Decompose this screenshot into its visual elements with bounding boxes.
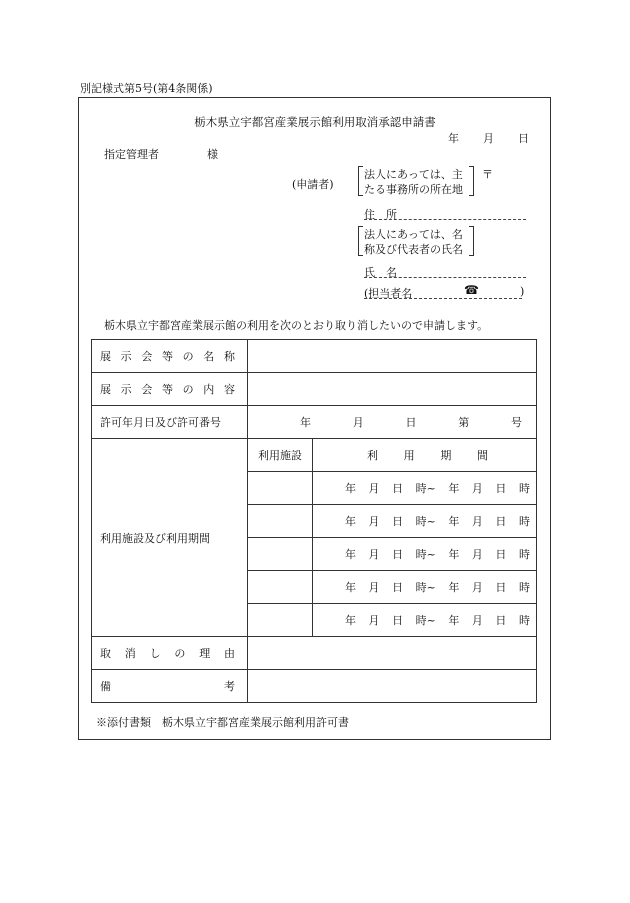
name-note-line1: 法人にあっては、名 [364, 228, 463, 241]
facility-field[interactable] [248, 538, 313, 571]
contact-field[interactable] [364, 298, 522, 299]
remarks-field[interactable] [248, 670, 537, 703]
phone-icon: ☎ [464, 283, 479, 297]
period-header: 利 用 期 間 [313, 439, 537, 472]
facility-header-row [92, 439, 537, 472]
contact-close: ) [520, 285, 525, 298]
address-field[interactable] [364, 219, 526, 220]
name-note-bracket-right [469, 226, 474, 256]
cancel-reason-row [92, 637, 537, 670]
form-title: 栃木県立宇都宮産業展示館利用取消承認申請書 [194, 115, 436, 129]
addressee-name: 指定管理者 [104, 148, 159, 161]
period-field[interactable]: 年 月 日 時~ 年 月 日 時 [313, 571, 537, 604]
address-note-line2: たる事務所の所在地 [364, 183, 463, 196]
postal-mark: 〒 [482, 168, 493, 181]
contact-label: (担当者名 [364, 287, 413, 300]
facility-field[interactable] [248, 472, 313, 505]
period-field[interactable]: 年 月 日 時~ 年 月 日 時 [313, 604, 537, 637]
date-day: 日 [518, 132, 529, 145]
facility-header: 利用施設 [248, 439, 313, 472]
facility-field[interactable] [248, 505, 313, 538]
period-field[interactable]: 年 月 日 時~ 年 月 日 時 [313, 472, 537, 505]
exhibition-content-field[interactable] [248, 373, 537, 406]
cancel-reason-label: 取 消 し の 理 由 [92, 637, 248, 670]
address-note-line1: 法人にあっては、主 [364, 168, 463, 181]
cancel-reason-field[interactable] [248, 637, 537, 670]
date-month: 月 [483, 132, 494, 145]
exhibition-name-label: 展 示 会 等 の 名 称 [92, 340, 248, 373]
remarks-label: 備 考 [92, 670, 248, 703]
permit-row [92, 406, 537, 439]
remarks-row [92, 670, 537, 703]
address-note-bracket-right [469, 166, 474, 196]
addressee-honorific: 様 [207, 148, 218, 161]
name-label: 氏 名 [364, 266, 397, 279]
exhibition-content-row [92, 373, 537, 406]
permit-label: 許可年月日及び許可番号 [92, 406, 248, 439]
name-field[interactable] [364, 277, 526, 278]
permit-field[interactable]: 年 月 日 第 号 [248, 406, 537, 439]
period-field[interactable]: 年 月 日 時~ 年 月 日 時 [313, 505, 537, 538]
attachment-note: ※添付書類 栃木県立宇都宮産業展示館利用許可書 [96, 716, 349, 729]
application-table [91, 339, 537, 703]
facility-period-label: 利用施設及び利用期間 [92, 439, 248, 637]
exhibition-name-field[interactable] [248, 340, 537, 373]
name-note-line2: 称及び代表者の氏名 [364, 243, 463, 256]
facility-field[interactable] [248, 571, 313, 604]
period-field[interactable]: 年 月 日 時~ 年 月 日 時 [313, 538, 537, 571]
date-year: 年 [448, 132, 459, 145]
facility-field[interactable] [248, 604, 313, 637]
address-note-bracket-left [358, 166, 363, 196]
exhibition-name-row [92, 340, 537, 373]
address-label: 住 所 [364, 208, 397, 221]
applicant-label: (申請者) [292, 178, 334, 191]
exhibition-content-label: 展 示 会 等 の 内 容 [92, 373, 248, 406]
name-note-bracket-left [358, 226, 363, 256]
form-label: 別記様式第5号(第4条関係) [80, 82, 213, 95]
intro-text: 栃木県立宇都宮産業展示館の利用を次のとおり取り消したいので申請します。 [104, 319, 489, 332]
